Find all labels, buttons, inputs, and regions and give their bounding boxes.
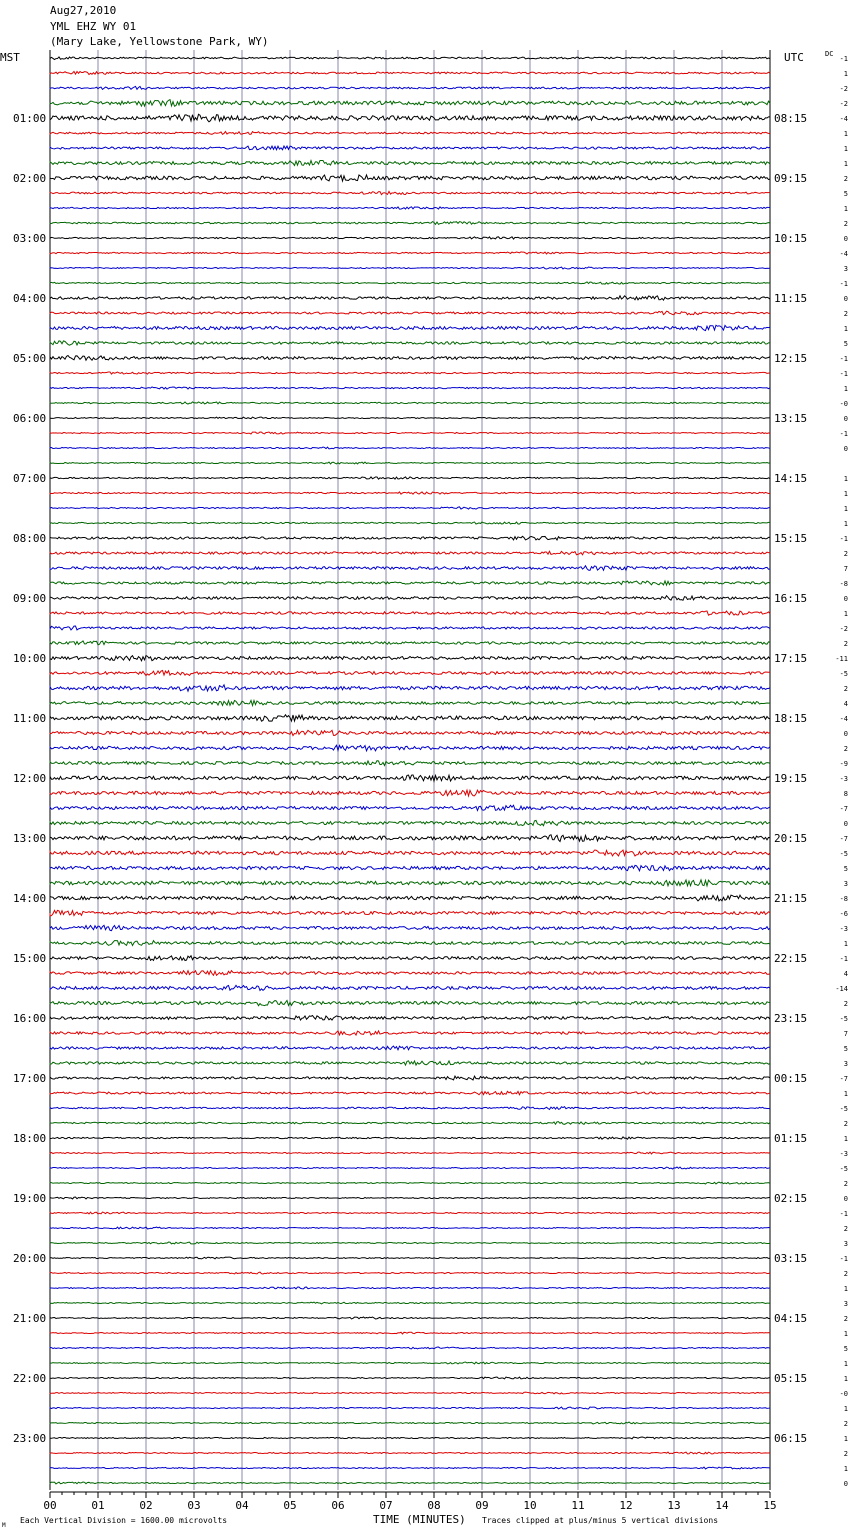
trace-line [50, 71, 770, 74]
trace-line [50, 1152, 770, 1154]
x-tick-label: 06 [331, 1499, 345, 1512]
utc-hour-label: 20:15 [774, 832, 808, 845]
mst-hour-label: 15:00 [13, 952, 47, 965]
trace-line [50, 325, 770, 330]
trace-line [50, 820, 770, 825]
trace-line [50, 492, 770, 494]
dc-offset-label: -1 [839, 430, 848, 438]
x-axis-title: TIME (MINUTES) [373, 1513, 466, 1526]
mst-hour-label: 11:00 [13, 712, 47, 725]
utc-hour-label: 14:15 [774, 472, 808, 485]
trace-line [50, 1046, 770, 1050]
dc-offset-label: 1 [843, 385, 848, 393]
dc-offset-label: 1 [843, 520, 848, 528]
dc-offset-label: 1 [843, 325, 848, 333]
dc-offset-label: 1 [843, 1090, 848, 1098]
dc-offset-label: -6 [839, 910, 848, 918]
trace-line [50, 207, 770, 209]
trace-line [50, 925, 770, 930]
dc-offset-label: 5 [843, 865, 848, 873]
x-tick-label: 14 [715, 1499, 729, 1512]
trace-line [50, 1227, 770, 1229]
mst-hour-label: 04:00 [13, 292, 47, 305]
dc-offset-label: -3 [839, 1150, 848, 1158]
trace-line [50, 1392, 770, 1394]
grid-lines [50, 50, 770, 1490]
x-tick-label: 15 [763, 1499, 777, 1512]
dc-offset-label: 1 [843, 1135, 848, 1143]
dc-offset-label: -14 [835, 985, 848, 993]
trace-line [50, 895, 770, 901]
trace-line [50, 745, 770, 751]
dc-offset-label: 3 [843, 1240, 848, 1248]
dc-offset-label: 2 [843, 1315, 848, 1323]
trace-line [50, 641, 770, 645]
dc-offset-label: 1 [843, 940, 848, 948]
x-tick-label: 10 [523, 1499, 537, 1512]
trace-line [50, 57, 770, 60]
trace-line [50, 715, 770, 721]
trace-line [50, 1347, 770, 1349]
trace-line [50, 1031, 770, 1035]
dc-offset-label: -5 [839, 850, 848, 858]
trace-line [50, 1137, 770, 1139]
trace-line [50, 1287, 770, 1289]
dc-offset-label: 1 [843, 130, 848, 138]
dc-offset-label: 8 [843, 790, 848, 798]
trace-line [50, 1242, 770, 1244]
utc-hour-label: 08:15 [774, 112, 808, 125]
dc-offset-label: -5 [839, 1165, 848, 1173]
trace-line [50, 1182, 770, 1184]
trace-line [50, 432, 770, 434]
dc-offset-label: -4 [839, 115, 848, 123]
mst-hour-label: 01:00 [13, 112, 47, 125]
trace-line [50, 1167, 770, 1169]
trace-line [50, 522, 770, 524]
dc-offset-label: -1 [839, 955, 848, 963]
trace-line [50, 252, 770, 254]
clip-note: Traces clipped at plus/minus 5 vertical divisions [482, 1516, 719, 1525]
header-date: Aug27,2010 [50, 4, 117, 17]
trace-line [50, 1302, 770, 1304]
dc-offset-label: -8 [839, 895, 848, 903]
dc-offset-label: 2 [843, 1450, 848, 1458]
dc-offset-label: 5 [843, 1045, 848, 1053]
dc-offset-label: 5 [843, 340, 848, 348]
trace-line [50, 1467, 770, 1469]
trace-line [50, 1452, 770, 1454]
utc-hour-label: 11:15 [774, 292, 808, 305]
dc-offset-label: 1 [843, 505, 848, 513]
dc-offset-label: 1 [843, 1330, 848, 1338]
x-tick-label: 11 [571, 1499, 585, 1512]
utc-hour-label: 21:15 [774, 892, 808, 905]
dc-offset-label: 1 [843, 1465, 848, 1473]
dc-offset-label: -2 [839, 85, 848, 93]
trace-line [50, 237, 770, 239]
dc-offset-label: 2 [843, 1120, 848, 1128]
utc-hour-label: 03:15 [774, 1252, 808, 1265]
dc-offset-label: -0 [839, 400, 848, 408]
trace-line [50, 1015, 770, 1020]
trace-line [50, 1061, 770, 1065]
dc-offset-label: 1 [843, 1285, 848, 1293]
dc-offset-label: 2 [843, 220, 848, 228]
utc-hour-label: 22:15 [774, 952, 808, 965]
trace-group [50, 57, 770, 1484]
trace-line [50, 956, 770, 961]
trace-line [50, 835, 770, 842]
mst-hour-label: 08:00 [13, 532, 47, 545]
trace-line [50, 971, 770, 976]
trace-line [50, 372, 770, 374]
trace-line [50, 387, 770, 389]
utc-hour-label: 09:15 [774, 172, 808, 185]
dc-offset-label: 3 [843, 265, 848, 273]
trace-line [50, 417, 770, 419]
mst-hour-label: 20:00 [13, 1252, 47, 1265]
trace-line [50, 402, 770, 404]
dc-offset-label: -11 [835, 655, 848, 663]
mst-hour-label: 16:00 [13, 1012, 47, 1025]
mst-hour-label: 10:00 [13, 652, 47, 665]
dc-offset-label: 3 [843, 1300, 848, 1308]
trace-line [50, 671, 770, 676]
trace-line [50, 447, 770, 449]
utc-hour-label: 19:15 [774, 772, 808, 785]
trace-line [50, 700, 770, 705]
dc-offset-label: 2 [843, 1420, 848, 1428]
trace-line [50, 626, 770, 630]
trace-line [50, 146, 770, 150]
trace-line [50, 581, 770, 585]
trace-line [50, 507, 770, 509]
dc-offset-label: -2 [839, 625, 848, 633]
utc-hour-label: 00:15 [774, 1072, 808, 1085]
utc-hour-label: 15:15 [774, 532, 808, 545]
trace-line [50, 1212, 770, 1214]
trace-line [50, 222, 770, 225]
dc-offset-label: -7 [839, 1075, 848, 1083]
dc-offset-label: 7 [843, 1030, 848, 1038]
dc-offset-label: 1 [843, 1405, 848, 1413]
trace-line [50, 1091, 770, 1094]
trace-line [50, 1107, 770, 1110]
mst-hour-label: 21:00 [13, 1312, 47, 1325]
dc-offset-label: -5 [839, 670, 848, 678]
utc-hour-label: 18:15 [774, 712, 808, 725]
trace-line [50, 132, 770, 135]
trace-line [50, 462, 770, 464]
utc-hour-label: 02:15 [774, 1192, 808, 1205]
trace-line [50, 296, 770, 300]
utc-hour-label: 05:15 [774, 1372, 808, 1385]
dc-offset-label: -3 [839, 925, 848, 933]
dc-offset-label: -1 [839, 370, 848, 378]
dc-offset-label: -1 [839, 55, 848, 63]
dc-offset-label: -1 [839, 535, 848, 543]
dc-offset-label: 1 [843, 610, 848, 618]
dc-offset-label: 1 [843, 70, 848, 78]
dc-offset-label: -9 [839, 760, 848, 768]
dc-offset-label: 0 [843, 730, 848, 738]
trace-line [50, 865, 770, 870]
dc-offset-label: -7 [839, 805, 848, 813]
trace-line [50, 790, 770, 796]
trace-line [50, 611, 770, 615]
dc-offset-label: -8 [839, 580, 848, 588]
trace-line [50, 1422, 770, 1424]
x-tick-label: 08 [427, 1499, 441, 1512]
dc-offset-label: 4 [843, 970, 848, 978]
dc-offset-label: -3 [839, 775, 848, 783]
trace-line [50, 282, 770, 284]
trace-line [50, 1317, 770, 1319]
mst-hour-label: 02:00 [13, 172, 47, 185]
trace-line [50, 850, 770, 856]
utc-hour-label: 10:15 [774, 232, 808, 245]
header-location: (Mary Lake, Yellowstone Park, WY) [50, 35, 269, 48]
dc-offset-label: 2 [843, 1000, 848, 1008]
trace-line [50, 910, 770, 915]
trace-line [50, 1076, 770, 1080]
dc-offset-label: 7 [843, 565, 848, 573]
dc-offset-label: 2 [843, 1180, 848, 1188]
trace-line [50, 656, 770, 661]
trace-line [50, 1362, 770, 1364]
trace-line [50, 941, 770, 946]
x-tick-label: 01 [91, 1499, 105, 1512]
dc-offset-label: -1 [839, 1210, 848, 1218]
dc-offset-label: 4 [843, 700, 848, 708]
mst-hour-label: 07:00 [13, 472, 47, 485]
dc-offset-label: 2 [843, 310, 848, 318]
dc-offset-label: -1 [839, 1255, 848, 1263]
dc-offset-label: 0 [843, 595, 848, 603]
dc-offset-label: -1 [839, 355, 848, 363]
dc-offset-label: 2 [843, 1225, 848, 1233]
dc-offset-label: 1 [843, 490, 848, 498]
trace-line [50, 596, 770, 601]
dc-offset-label: 2 [843, 1270, 848, 1278]
trace-line [50, 1377, 770, 1379]
utc-hour-label: 13:15 [774, 412, 808, 425]
trace-line [50, 761, 770, 766]
trace-line [50, 100, 770, 107]
dc-offset-label: 0 [843, 415, 848, 423]
x-tick-label: 09 [475, 1499, 489, 1512]
mst-hour-label: 06:00 [13, 412, 47, 425]
dc-offset-label: 2 [843, 175, 848, 183]
mst-hour-label: 09:00 [13, 592, 47, 605]
dc-offset-label: 1 [843, 1375, 848, 1383]
trace-line [50, 311, 770, 315]
trace-line [50, 160, 770, 165]
trace-line [50, 566, 770, 571]
dc-offset-label: -7 [839, 835, 848, 843]
trace-line [50, 1407, 770, 1409]
utc-hour-label: 16:15 [774, 592, 808, 605]
dc-offset-label: -1 [839, 280, 848, 288]
dc-offset-label: -5 [839, 1015, 848, 1023]
x-tick-label: 03 [187, 1499, 201, 1512]
trace-line [50, 341, 770, 345]
mst-hour-label: 19:00 [13, 1192, 47, 1205]
x-tick-label: 13 [667, 1499, 681, 1512]
trace-line [50, 775, 770, 781]
dc-offset-label: 0 [843, 295, 848, 303]
trace-line [50, 1257, 770, 1259]
utc-hour-label: 23:15 [774, 1012, 808, 1025]
utc-hour-label: 06:15 [774, 1432, 808, 1445]
x-tick-label: 07 [379, 1499, 393, 1512]
dc-offset-label: 2 [843, 640, 848, 648]
header-station: YML EHZ WY 01 [50, 20, 137, 33]
dc-offset-label: 3 [843, 880, 848, 888]
trace-line [50, 1482, 770, 1484]
mst-hour-label: 14:00 [13, 892, 47, 905]
trace-line [50, 114, 770, 121]
mst-hour-label: 23:00 [13, 1432, 47, 1445]
dc-offset-label: 0 [843, 820, 848, 828]
trace-line [50, 730, 770, 735]
corner-mark: M [2, 1522, 6, 1529]
dc-offset-label: 0 [843, 1195, 848, 1203]
utc-hour-label: 01:15 [774, 1132, 808, 1145]
mst-hour-label: 12:00 [13, 772, 47, 785]
dc-offset-label: -0 [839, 1390, 848, 1398]
dc-column-label: DC [825, 50, 834, 58]
utc-hour-label: 17:15 [774, 652, 808, 665]
mst-axis-label: MST [0, 51, 20, 64]
dc-offset-label: 1 [843, 1360, 848, 1368]
trace-line [50, 1000, 770, 1005]
trace-line [50, 355, 770, 360]
dc-offset-label: 1 [843, 1435, 848, 1443]
dc-offset-label: 2 [843, 685, 848, 693]
dc-offset-label: 1 [843, 475, 848, 483]
utc-hour-label: 04:15 [774, 1312, 808, 1325]
trace-line [50, 985, 770, 990]
dc-offset-label: 5 [843, 1345, 848, 1353]
x-tick-label: 05 [283, 1499, 297, 1512]
dc-offset-label: -4 [839, 715, 848, 723]
mst-hour-label: 05:00 [13, 352, 47, 365]
trace-line [50, 1122, 770, 1125]
dc-offset-label: 1 [843, 205, 848, 213]
trace-line [50, 191, 770, 194]
x-axis [43, 1492, 776, 1512]
dc-offset-label: 1 [843, 145, 848, 153]
x-tick-label: 12 [619, 1499, 633, 1512]
dc-offset-label: 2 [843, 550, 848, 558]
dc-offset-label: 0 [843, 235, 848, 243]
utc-hour-label: 12:15 [774, 352, 808, 365]
dc-offset-label: 3 [843, 1060, 848, 1068]
trace-line [50, 685, 770, 691]
x-tick-label: 00 [43, 1499, 57, 1512]
dc-offset-label: -5 [839, 1105, 848, 1113]
trace-line [50, 477, 770, 479]
utc-axis-label: UTC [784, 51, 804, 64]
dc-offset-label: 5 [843, 190, 848, 198]
mst-hour-label: 18:00 [13, 1132, 47, 1145]
dc-offset-label: 0 [843, 1480, 848, 1488]
trace-line [50, 86, 770, 89]
mst-hour-label: 22:00 [13, 1372, 47, 1385]
dc-offset-label: 2 [843, 745, 848, 753]
trace-line [50, 267, 770, 269]
trace-line [50, 1437, 770, 1439]
trace-line [50, 805, 770, 810]
mst-hour-label: 17:00 [13, 1072, 47, 1085]
dc-offset-label: 0 [843, 445, 848, 453]
trace-line [50, 175, 770, 181]
trace-line [50, 551, 770, 555]
scale-note: Each Vertical Division = 1600.00 microvolts [20, 1516, 228, 1525]
trace-line [50, 1272, 770, 1274]
mst-hour-label: 13:00 [13, 832, 47, 845]
trace-line [50, 880, 770, 886]
trace-line [50, 1197, 770, 1199]
dc-offset-label: -4 [839, 250, 848, 258]
trace-line [50, 536, 770, 540]
x-tick-label: 02 [139, 1499, 153, 1512]
trace-line [50, 1332, 770, 1334]
x-tick-label: 04 [235, 1499, 249, 1512]
dc-offset-label: 1 [843, 160, 848, 168]
dc-offset-label: -2 [839, 100, 848, 108]
mst-hour-label: 03:00 [13, 232, 47, 245]
